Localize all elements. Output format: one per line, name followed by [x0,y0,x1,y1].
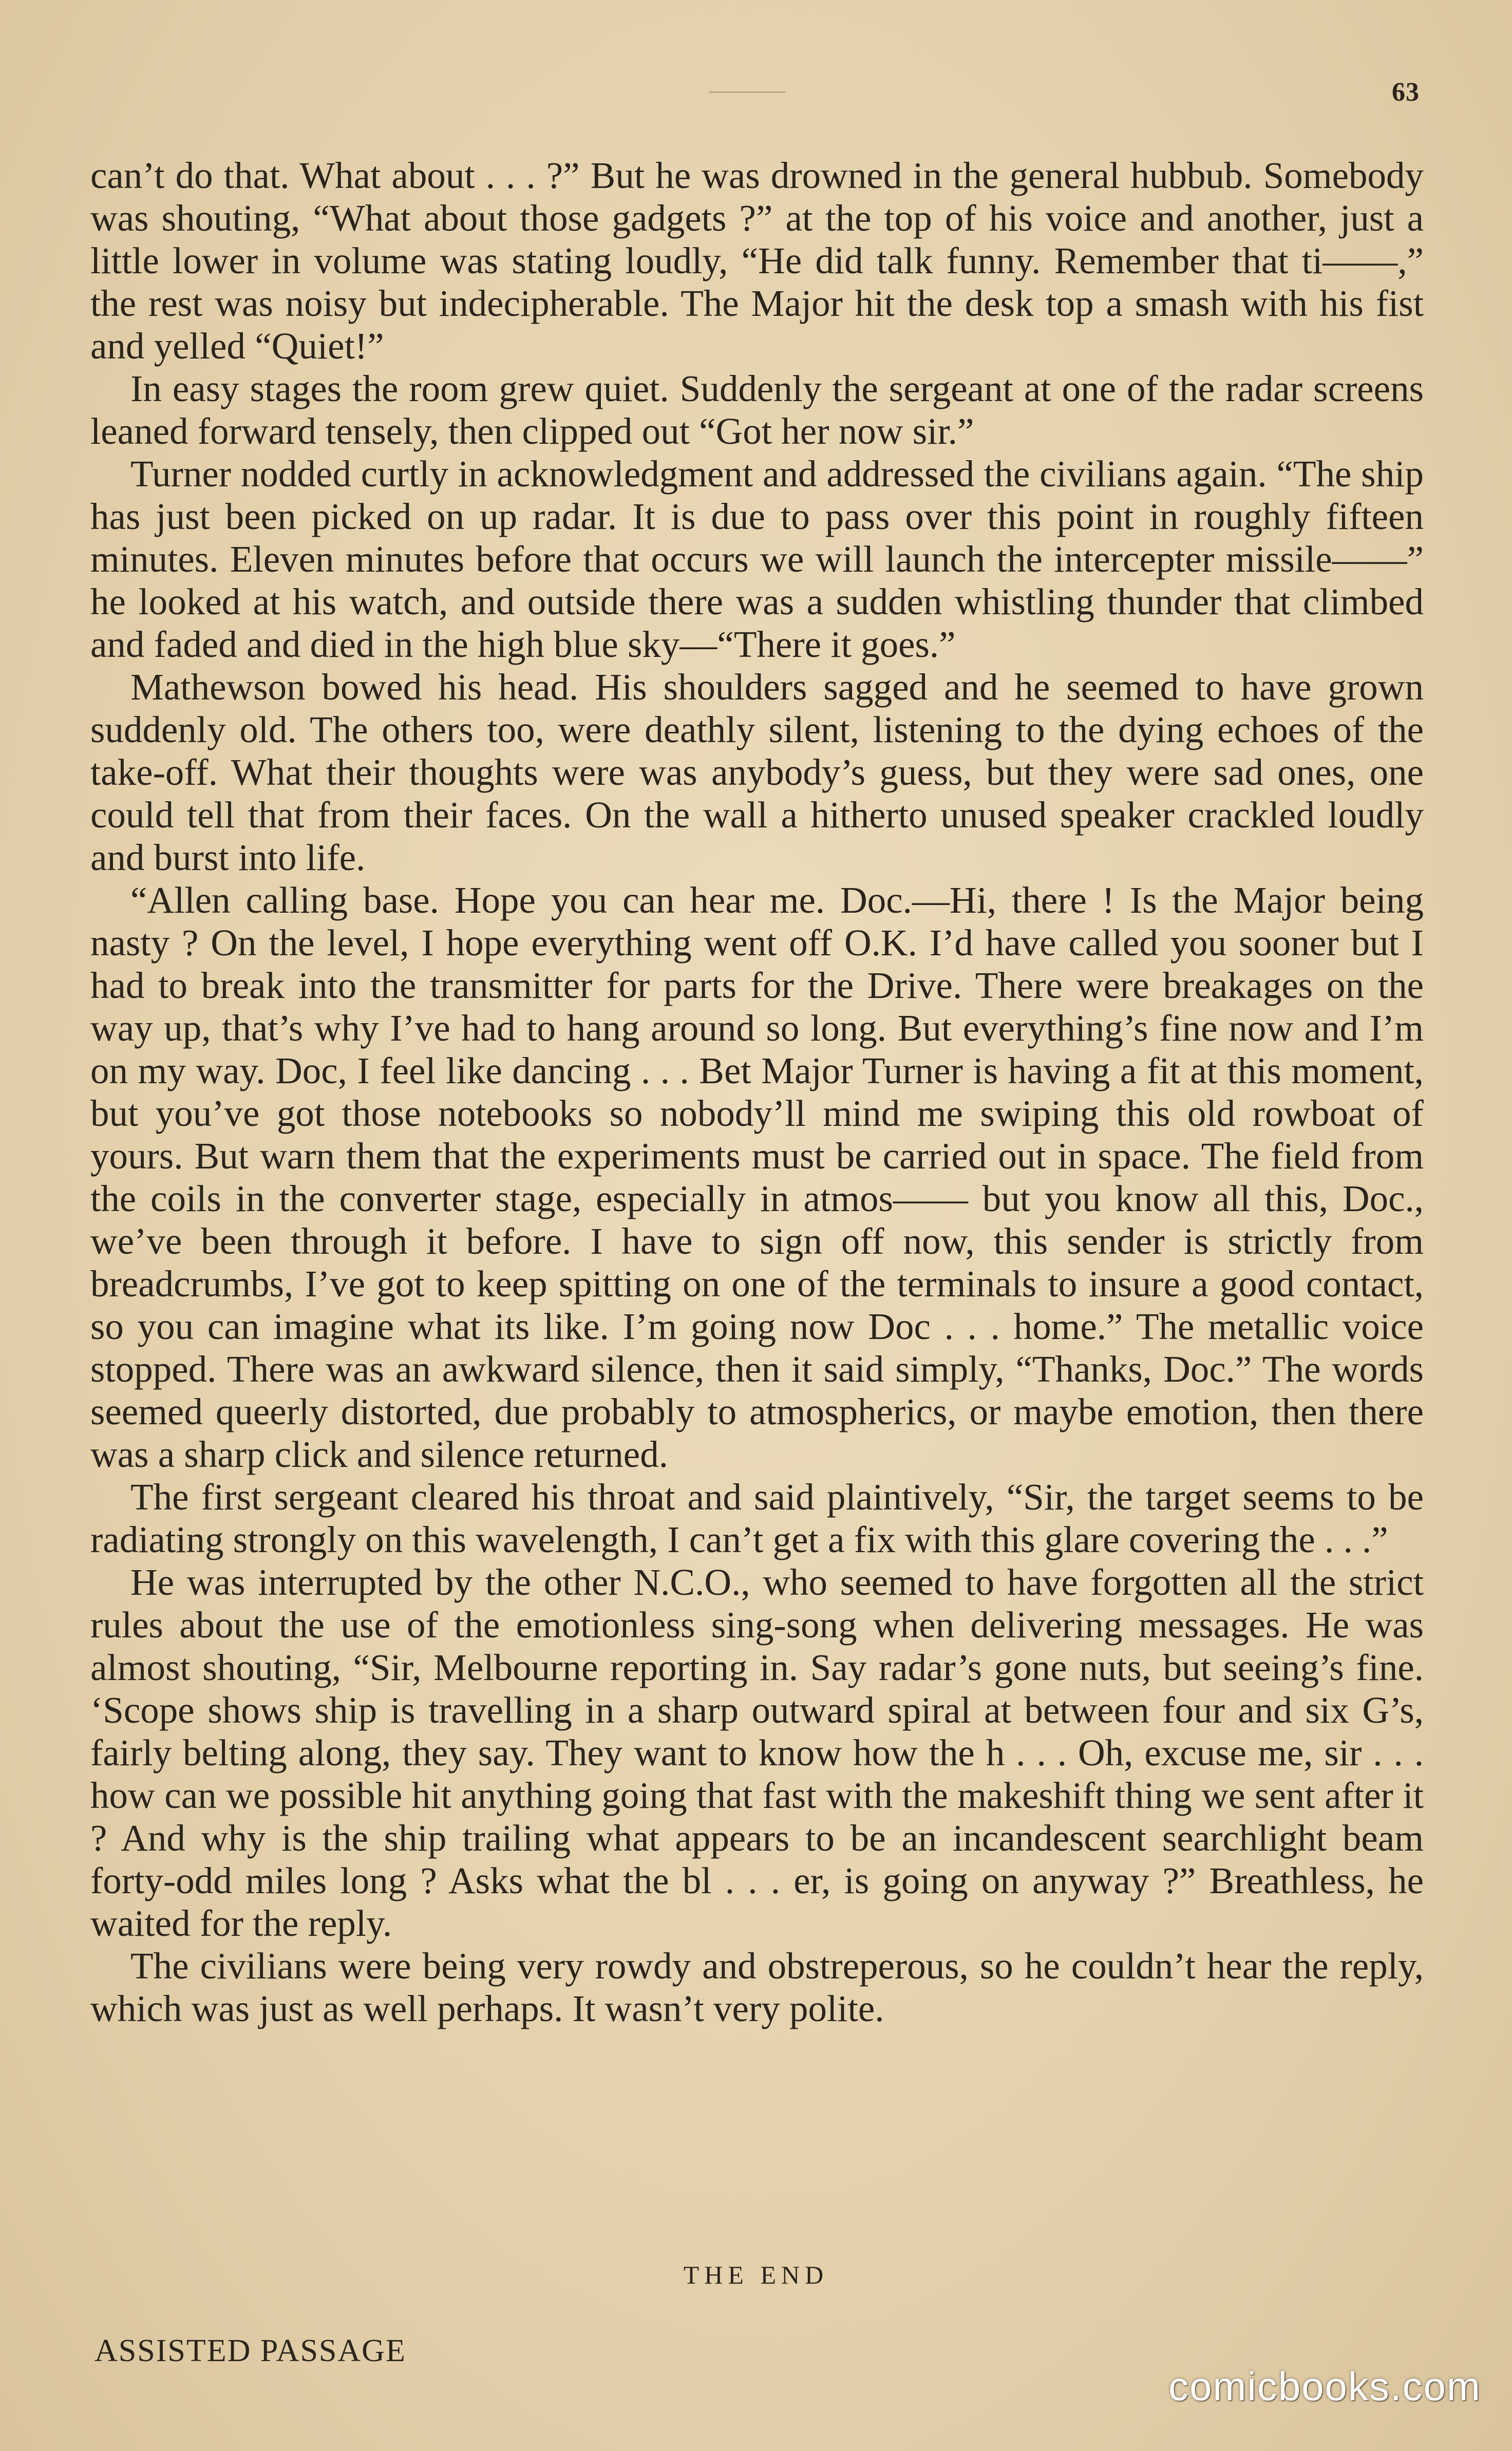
paragraph: can’t do that. What about . . . ?” But he was drowned in the general hubbub. Somebody was shouting, “What about those gadgets ?” at the top of his voice and another, just a little lower in volume was stating loudly, “He did talk funny. Remember that ti——,” the rest was noisy but indecipherable. The Major hit the desk top a smash with his fist and yelled “Quiet!” [90,155,1424,367]
the-end-marker: THE END [683,2260,829,2289]
paragraph: The civilians were being very rowdy and obstreperous, so he couldn’t hear the reply, which was just as well perhaps. It wasn’t very polite. [90,1945,1424,2029]
paragraph: The first sergeant cleared his throat and said plaintively, “Sir, the target seems to be radiating strongly on this wavelength, I can’t get a fix with this glare covering the . . .” [90,1476,1424,1560]
paragraph: He was interrupted by the other N.C.O., who seemed to have forgotten all the strict rules about the use of the emotionless sing-song when delivering messages. He was almost shouting, “Sir, Melbourne reporting in. Say radar’s gone nuts, but seeing’s fine. ‘Scope shows ship is travelling in a sharp outward spiral at between four and six G’s, fairly belting along, they say. They want to know how the h . . . Oh, excuse me, sir . . . how can we possible hit anything going that fast with the makeshift thing we sent after it ? And why is the ship trailing what appears to be an incandescent searchlight beam forty-odd miles long ? Asks what the bl . . . er, is going on anyway ?” Breathless, he waited for the reply. [90,1561,1424,1944]
paragraph: “Allen calling base. Hope you can hear me. Doc.—Hi, there ! Is the Major being nasty ? On the level, I hope everything went off O.K. I’d have called you sooner but I had to break into the transmitter for parts for the Drive. There were breakages on the way up, that’s why I’ve had to hang around so long. But everything’s fine now and I’m on my way. Doc, I feel like dancing . . . Bet Major Turner is having a fit at this moment, but you’ve got those notebooks so nobody’ll mind me swiping this old rowboat of yours. But warn them that the experiments must be carried out in space. The field from the coils in the converter stage, especially in atmos—— but you know all this, Doc., we’ve been through it before. I have to sign off now, this sender is strictly from breadcrumbs, I’ve got to keep spitting on one of the terminals to insure a good contact, so you can imagine what its like. I’m going now Doc . . . home.” The metallic voice stopped. There was an awkward silence, then it said simply, “Thanks, Doc.” The words seemed queerly distorted, due probably to atmospherics, or maybe emotion, then there was a sharp click and silence returned. [90,879,1424,1475]
paragraph: Turner nodded curtly in acknowledgment and addressed the civilians again. “The ship has just been picked on up radar. It is due to pass over this point in roughly fifteen minutes. Eleven minutes before that occurs we will launch the intercepter missile——” he looked at his watch, and outside there was a sudden whistling thunder that climbed and faded and died in the high blue sky—“There it goes.” [90,453,1424,665]
paragraph: In easy stages the room grew quiet. Suddenly the sergeant at one of the radar screens leaned forward tensely, then clipped out “Got her now sir.” [90,368,1424,452]
watermark: comicbooks.com [1168,2364,1481,2409]
story-title-footer: ASSISTED PASSAGE [94,2333,406,2368]
paragraph: Mathewson bowed his head. His shoulders sagged and he seemed to have grown suddenly old. The others too, were deathly silent, listening to the dying echoes of the take-off. What their thoughts were was anybody’s guess, but they were sad ones, one could tell that from their faces. On the wall a hitherto unused speaker crackled loudly and burst into life. [90,666,1424,878]
body-text [90,154,1424,2030]
page-number: 63 [1392,78,1420,107]
top-rule [709,91,786,93]
